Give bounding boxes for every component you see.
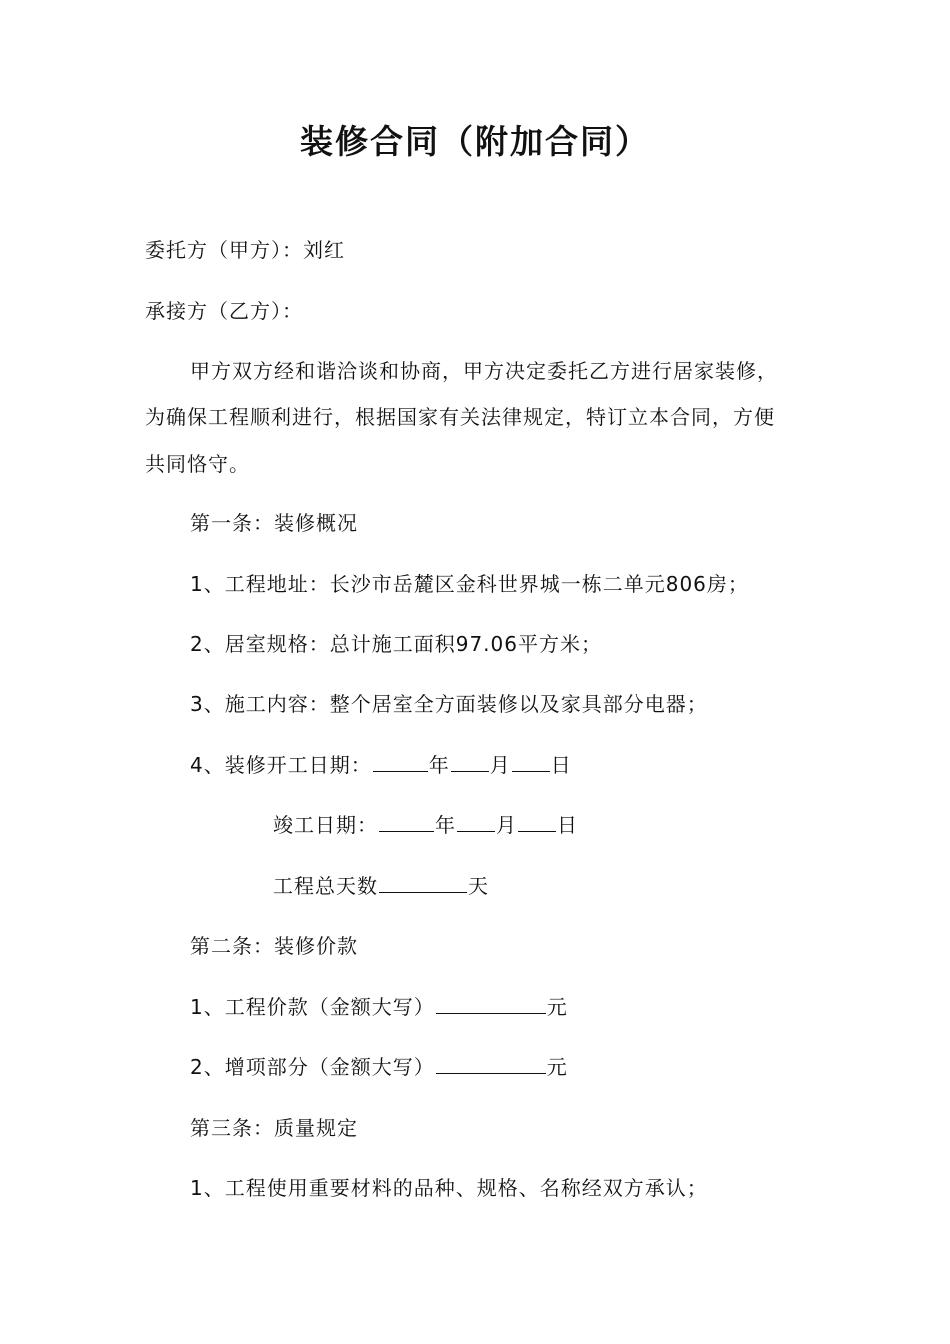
total-days-blank[interactable] xyxy=(379,872,467,893)
extra-items-line xyxy=(190,1053,568,1081)
article-1-item-address: 1、工程地址：长沙市岳麓区金科世界城一栋二单元806房； xyxy=(190,572,749,596)
extra-items-label: 2、增项部分（金额大写） xyxy=(190,1055,435,1079)
price-label: 1、工程价款（金额大写） xyxy=(190,995,435,1019)
end-month-blank[interactable] xyxy=(457,811,495,832)
end-month-label: 月 xyxy=(496,813,517,837)
article-1-heading: 第一条：装修概况 xyxy=(190,511,358,535)
price-blank[interactable] xyxy=(436,993,546,1014)
start-month-label: 月 xyxy=(489,753,511,777)
extra-items-unit: 元 xyxy=(546,1055,568,1079)
start-date-label: 4、装修开工日期： xyxy=(190,753,372,777)
start-year-blank[interactable] xyxy=(373,751,428,772)
start-year-label: 年 xyxy=(428,753,450,777)
client-line: 委托方（甲方）：刘红 xyxy=(145,238,345,262)
total-days-line xyxy=(273,872,489,900)
intro-line-3: 共同恪守。 xyxy=(145,452,250,476)
start-date-line xyxy=(190,751,572,779)
total-days-unit: 天 xyxy=(468,874,489,898)
article-3-item-materials: 1、工程使用重要材料的品种、规格、名称经双方承认； xyxy=(190,1176,708,1200)
end-day-label: 日 xyxy=(557,813,578,837)
end-date-label: 竣工日期： xyxy=(273,813,378,837)
price-line xyxy=(190,993,568,1021)
end-year-label: 年 xyxy=(435,813,456,837)
article-3-heading: 第三条：质量规定 xyxy=(190,1116,358,1140)
total-days-label: 工程总天数 xyxy=(273,874,378,898)
intro-line-2: 为确保工程顺利进行，根据国家有关法律规定，特订立本合同，方便 xyxy=(145,405,775,429)
document-title: 装修合同（附加合同） xyxy=(300,122,650,161)
end-date-line xyxy=(273,811,578,839)
article-1-item-content: 3、施工内容：整个居室全方面装修以及家具部分电器； xyxy=(190,692,708,716)
start-month-blank[interactable] xyxy=(451,751,489,772)
start-day-blank[interactable] xyxy=(512,751,550,772)
price-unit: 元 xyxy=(546,995,568,1019)
extra-items-blank[interactable] xyxy=(436,1053,546,1074)
article-1-item-area: 2、居室规格：总计施工面积97.06平方米； xyxy=(190,632,602,656)
end-year-blank[interactable] xyxy=(379,811,434,832)
start-day-label: 日 xyxy=(550,753,572,777)
contractor-line: 承接方（乙方）： xyxy=(145,299,303,323)
article-2-heading: 第二条：装修价款 xyxy=(190,934,358,958)
intro-line-1: 甲方双方经和谐洽谈和协商，甲方决定委托乙方进行居家装修， xyxy=(190,359,778,383)
end-day-blank[interactable] xyxy=(518,811,556,832)
